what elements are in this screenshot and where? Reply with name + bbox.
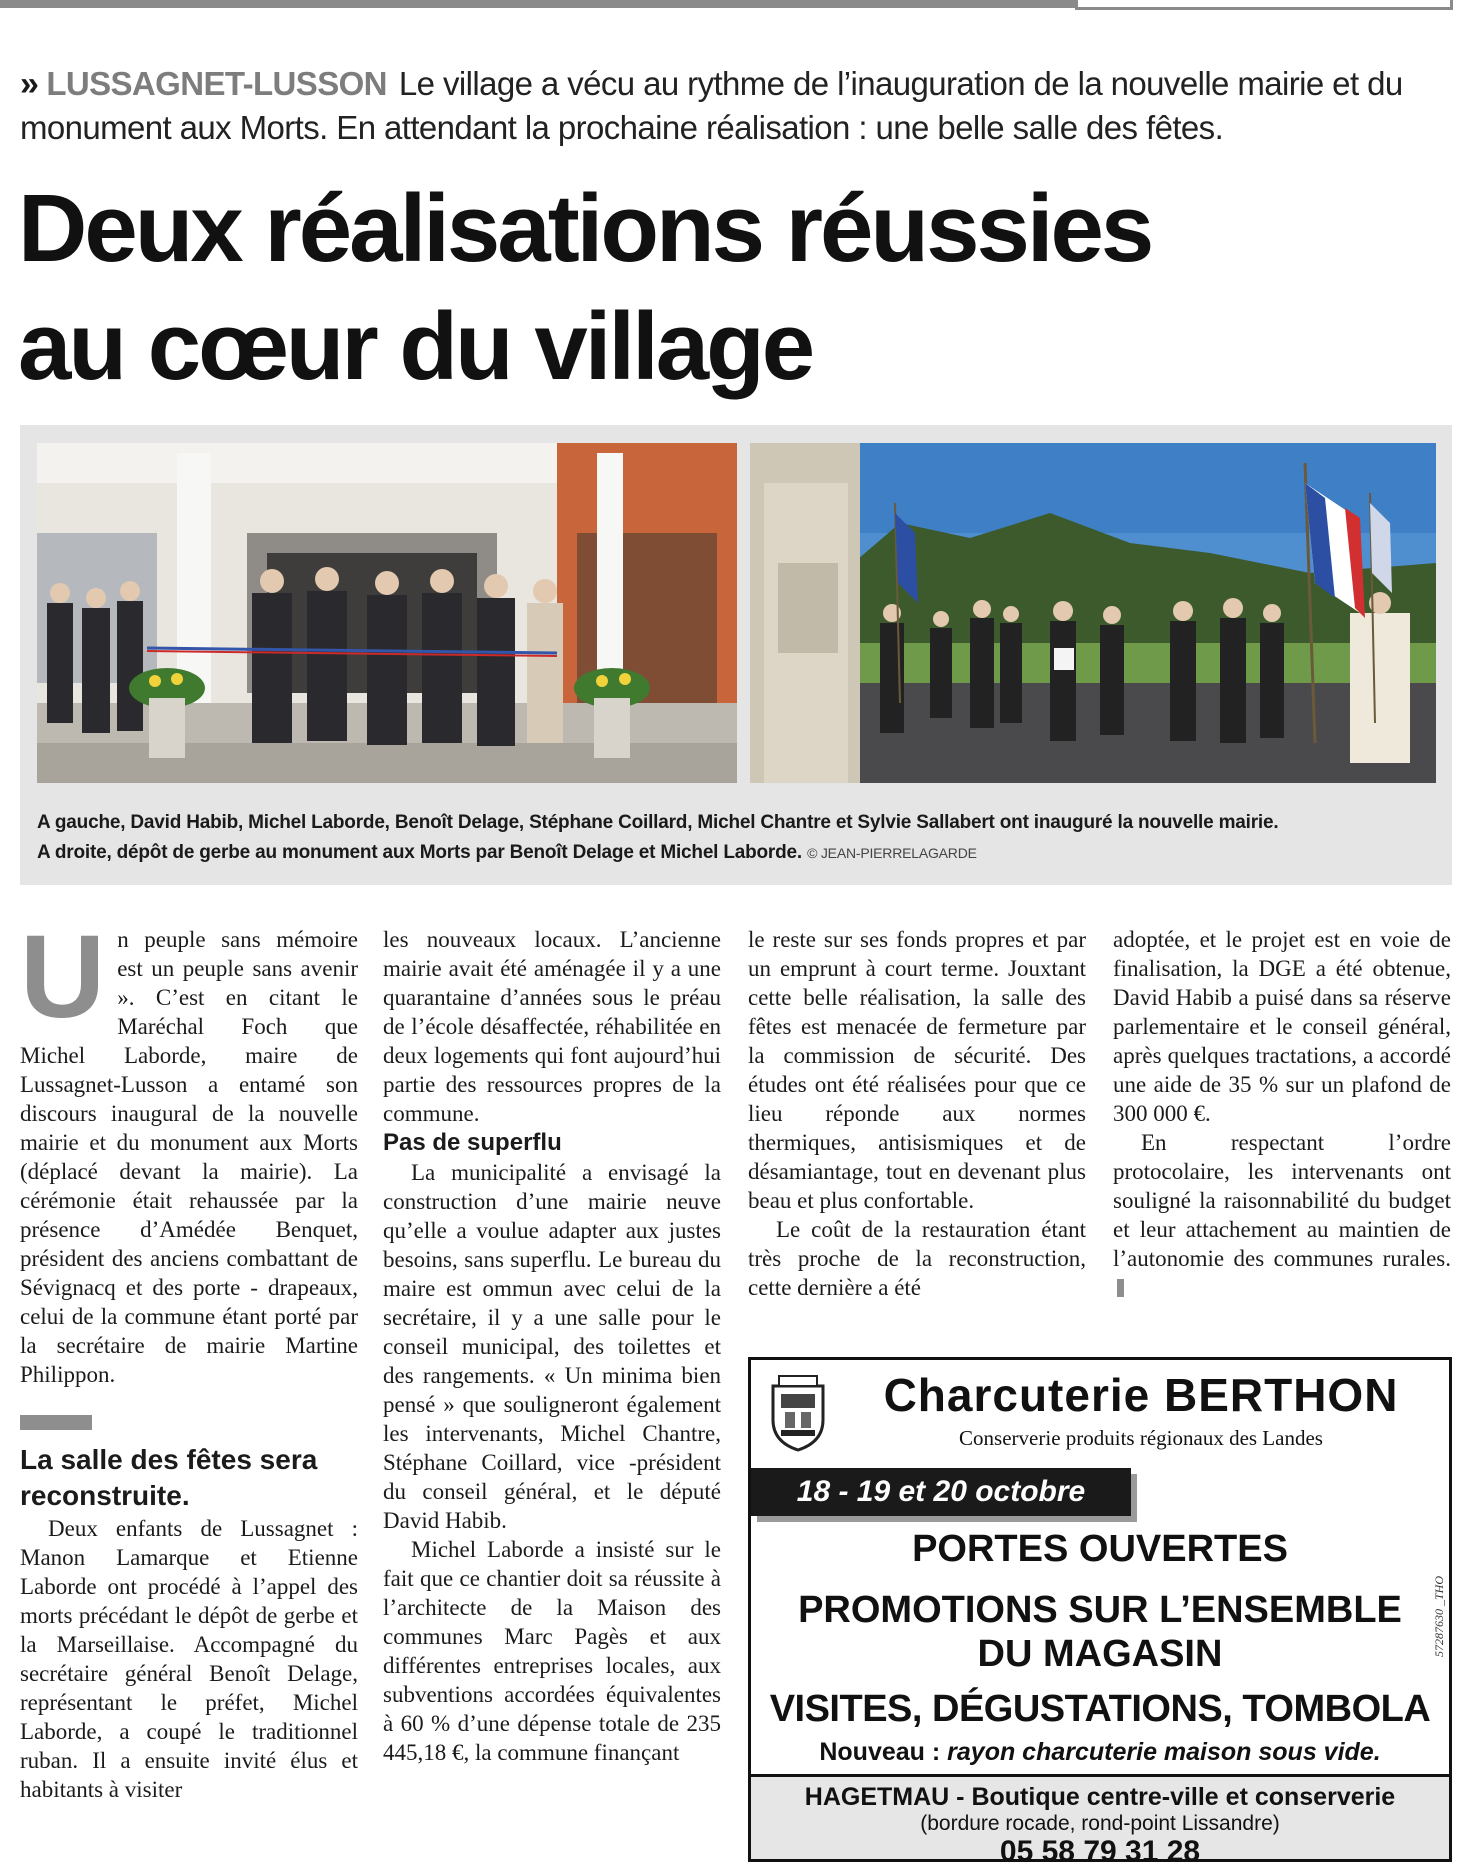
ad-address: (bordure rocade, rond-point Lissandre) <box>920 1812 1280 1835</box>
ad-new-product <box>751 1738 1449 1767</box>
ad-visits: VISITES, DÉGUSTATIONS, TOMBOLA <box>769 1688 1431 1730</box>
photo-war-memorial-wreath <box>750 443 1436 783</box>
ad-tagline: Conserverie produits régionaux des Landes <box>959 1426 1323 1450</box>
caption-line-2: A droite, dépôt de gerbe au monument aux Morts par Benoît Delage et Michel Laborde. <box>37 842 802 863</box>
photo-credit: © JEAN-PIERRELAGARDE <box>807 845 977 861</box>
article-column-2 <box>383 925 721 1767</box>
end-mark <box>1117 1279 1124 1297</box>
ad-reference: 57287630 _THO <box>1432 1576 1446 1658</box>
article-column-4 <box>1113 925 1451 1302</box>
top-rule <box>0 0 1470 10</box>
ad-promo-line-2: DU MAGASIN <box>977 1633 1223 1675</box>
subhead-large: La salle des fêtes sera reconstruite. <box>20 1444 318 1511</box>
caption-line-1: A gauche, David Habib, Michel Laborde, Benoît Delage, Stéphane Coillard, Michel Chantre et Sylvie Sallabert ont inauguré la nouvelle mairie. <box>37 812 1279 833</box>
photo-town-hall-ribbon-cutting <box>37 443 737 783</box>
ad-open-house: PORTES OUVERTES <box>912 1528 1288 1570</box>
article-paragraph: Deux enfants de Lussagnet : Manon Lamarque et Etienne Laborde ont procédé à l’appel des morts précédant le dépôt de gerbe et la Marseillaise. Accompagné du secrétaire général Benoît Delage, représentant le préfet, Michel Laborde, a coupé le traditionnel ruban. Il a ensuite invité élus et habitants à visiter <box>20 1516 358 1802</box>
ad-contact-block <box>751 1774 1449 1868</box>
top-rule-line <box>0 0 1075 8</box>
photo-caption <box>37 808 1437 868</box>
article-paragraph: les nouveaux locaux. L’ancienne mairie avait été aménagée il y a une quarantaine d’années sous le préau de l’école désaffectée, réhabilitée en deux logements qui font aujourd’hui partie des ressources propres de la commune. <box>383 927 721 1126</box>
article-paragraph: Michel Laborde a insisté sur le fait que ce chantier doit sa réussite à l’architecte de la Maison des communes Marc Pagès et aux différentes entreprises locales, aux subventions accordées équivalentes à 60 % d’une dépense totale de 235 445,18 €, la commune finançant <box>383 1537 721 1765</box>
ad-new-text: rayon charcuterie maison sous vide. <box>947 1738 1381 1766</box>
headline <box>18 170 1458 406</box>
advertisement <box>748 1357 1452 1868</box>
article-paragraph-text: n peuple sans mémoire est un peuple sans avenir ». C’est en citant le Maréchal Foch que Michel Laborde, maire de Lussagnet-Lusson a entamé son discours inaugural de la nouvelle mairie et du monument aux Morts (déplacé devant la mairie). La cérémonie était rehaussée par la présence d’Amédée Benquet, président des anciens combattant de Sévignacq et des porte - drapeaux, celui de la commune étant porté par la secrétaire de mairie Martine Philippon. <box>20 927 358 1387</box>
subhead-small: Pas de superflu <box>383 1129 562 1156</box>
ad-new-label: Nouveau : <box>819 1738 941 1766</box>
subhead-bar <box>20 1415 92 1430</box>
drop-cap: U <box>20 911 106 1043</box>
ad-promotions <box>751 1588 1449 1676</box>
headline-line-1: Deux réalisations réussies <box>18 175 1152 282</box>
article-paragraph: Le coût de la restauration étant très proche de la reconstruction, cette dernière a été <box>748 1217 1086 1300</box>
ad-town: HAGETMAU - Boutique centre-ville et conserverie <box>804 1783 1396 1811</box>
headline-line-2: au cœur du village <box>18 293 813 400</box>
article-paragraph-text: En respectant l’ordre protocolaire, les intervenants ont souligné la raisonnabilité du budget et leur attachement au maintien de l’autonomie des communes rurales. <box>1113 1130 1451 1271</box>
article-column-1 <box>20 911 358 1804</box>
article-paragraph <box>20 911 358 1389</box>
double-chevron-icon: » <box>20 65 39 103</box>
kicker-text: Le village a vécu au rythme de l’inauguration de la nouvelle mairie et du monument aux Morts. En attendant la prochaine réalisation : une belle salle des fêtes. <box>20 65 1403 146</box>
ad-dates: 18 - 19 et 20 octobre <box>751 1468 1131 1516</box>
article-paragraph <box>1113 1128 1451 1302</box>
article-paragraph: le reste sur ses fonds propres et par un emprunt à court terme. Jouxtant cette belle réalisation, la salle des fêtes est menacée de fermeture par la commission de sécurité. Des études ont été réalisées pour que ce lieu réponde aux normes thermiques, antisismiques et de désamiantage, tout en devenant plus beau et plus confortable. <box>748 927 1086 1213</box>
town-crest-icon <box>765 1372 831 1452</box>
ad-promo-line-1: PROMOTIONS SUR L’ENSEMBLE <box>798 1589 1402 1631</box>
photo-panel <box>20 425 1452 885</box>
ad-brand: Charcuterie BERTHON <box>883 1369 1399 1421</box>
kicker <box>20 62 1452 150</box>
top-rule-box <box>1075 0 1453 10</box>
ad-phone: 05 58 79 31 28 <box>999 1835 1201 1868</box>
article-paragraph: La municipalité a envisagé la construction d’une mairie neuve qu’elle a voulue adapter aux justes besoins, sans superflu. Le bureau du maire est ommun avec celui de la secrétaire, il y a une salle pour le conseil municipal, des toilettes et des rangements. « Un minima bien pensé » que souligneront également les intervenants, Michel Chantre, Stéphane Coillard, vice -président du conseil général, et le député David Habib. <box>383 1160 721 1533</box>
article-paragraph: adoptée, et le projet est en voie de finalisation, la DGE a été obtenue, David Habib a puisé dans sa réserve parlementaire et le conseil général, après quelques tractations, a accordé une aide de 35 % sur un plafond de 300 000 €. <box>1113 927 1451 1126</box>
kicker-place: LUSSAGNET-LUSSON <box>46 65 387 102</box>
article-column-3 <box>748 925 1086 1302</box>
